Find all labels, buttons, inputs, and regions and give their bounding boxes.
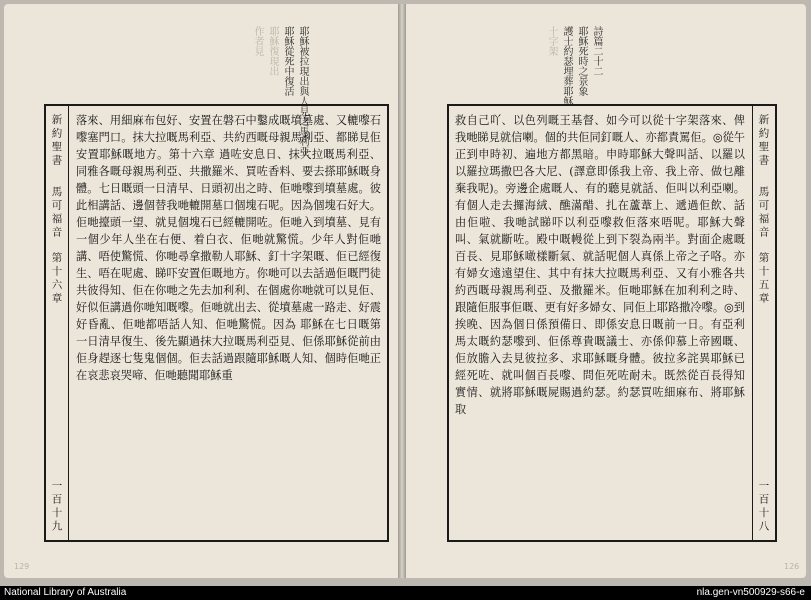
margin-note: 詩篇二十二 bbox=[591, 26, 602, 76]
book-title: 新約聖書 bbox=[757, 114, 770, 168]
item-identifier: nla.gen-vn500929-s66-e bbox=[696, 587, 805, 598]
gospel-name: 馬可福音 bbox=[757, 186, 770, 240]
right-margin-notes bbox=[546, 26, 602, 106]
margin-note: 耶穌從死中復活 bbox=[282, 26, 293, 96]
margin-note: 作者見 bbox=[252, 26, 263, 56]
chapter-label: 第十六章 bbox=[50, 252, 63, 306]
right-text-frame bbox=[447, 104, 777, 542]
left-text-frame bbox=[44, 104, 389, 542]
page-number: 一百十八 bbox=[757, 480, 770, 534]
right-library-stamp: 126 bbox=[784, 562, 800, 571]
margin-note: 耶穌死時之景象 bbox=[576, 26, 587, 96]
footer-bar bbox=[0, 586, 811, 600]
margin-note: 十字架 bbox=[546, 26, 557, 56]
left-body-text: 落來、用細麻布包好、安置在磐石中鑿成嘅墳墓處、又轆嚟石嚟塞門口。抹大拉嘅馬利亞、共約西嘅母親馬利亞、都睇見佢安置耶穌嘅地方。第十六章 過咗安息日、抹大拉嘅馬利亞、同雅各嘅母親馬利亞、共撒羅米、買咗香料、要去搽耶穌嘅身體。七日嘅頭一日清早、日頭初出之時、佢哋嚟到墳墓處。彼此相講話、邊個替我哋轆開墓口個塊石呢。因為個塊石好大。佢哋擡頭一望、就見個塊石已經轆開咗。佢哋入到墳墓、見有一個少年人坐在右便、着白衣、佢哋就驚慌。少年人對佢哋講、唔使驚慌、你哋尋拿撒勒人耶穌、釘十字架嘅、佢已經復生、唔在呢處、睇吓安置佢嘅地方。你哋可以去話過佢嘅門徒共彼得知、佢在你哋之先去加利利、在個處你哋就可以見佢、好似佢講過你哋知嘅嚟。佢哋就出去、從墳墓處一路走、好震好昏亂、佢哋都唔話人知、佢哋驚慌。因為 耶穌在七日嘅第一日清早復生、後先顯過抹大拉嘅馬利亞見、佢係耶穌從前由佢身趕逐七隻鬼個個。佢去話過跟隨耶穌嘅人知、個時佢哋正在哀悲哀哭啼、佢哋聽聞耶穌重 bbox=[76, 114, 381, 382]
left-library-stamp: 129 bbox=[14, 562, 30, 571]
left-header-column bbox=[46, 106, 69, 540]
chapter-label: 第十五章 bbox=[757, 252, 770, 306]
margin-note: 耶穌被拉現出與人見之馬利亞 bbox=[297, 26, 308, 156]
margin-note: 耶穌復現出 bbox=[267, 26, 278, 76]
page-number: 一百十九 bbox=[50, 480, 63, 534]
institution-name: National Library of Australia bbox=[4, 587, 127, 598]
margin-note: 護士約瑟埋葬耶穌 bbox=[561, 26, 572, 106]
gospel-name: 馬可福音 bbox=[50, 186, 63, 240]
right-body-text: 救自己吖、以色列嘅王基督、如今可以從十字架落來、俾我哋睇見就信喇。個的共佢同釘嘅人、亦都責罵佢。◎從午正到申時初、遍地方都黑暗。申時耶穌大聲叫話、以羅以以羅拉瑪撒巴各大尼、(譯意即係我上帝、我上帝、做乜離棄我呢)。旁邊企處嘅人、有的聽見就話、佢叫以利亞喇。有個人走去攞海絨、醮滿醋、扎在蘆葦上、遞過佢飲、話由佢啦、我哋試睇吓以利亞嚟救佢落來唔呢。耶穌大聲叫、氣就斷咗。殿中嘅幔從上到下裂為兩半。對面企處嘅百長、見耶穌噉樣斷氣、就話呢個人真係上帝之子咯。亦有婦女遠遠望住、其中有抹大拉嘅馬利亞、又有小雅各共約西嘅母親馬利亞、及撒羅米。佢哋耶穌在加利利之時、跟隨佢服事佢嘅、更有好多婦女、同佢上耶路撒冷嚟。◎到挨晚、因為個日係預備日、即係安息日嘅前一日。有亞利馬太嘅約瑟嚟到、佢係尊貴嘅議士、亦係仰慕上帝國嘅、佢放膽入去見彼拉多、求耶穌嘅身體。彼拉多詫異耶穌已經死咗、就叫個百長嚟、問佢死咗耐未。既然從百長得知實情、就將耶穌嘅屍賜過約瑟。約瑟買咗細麻布、將耶穌取 bbox=[455, 114, 745, 416]
book-spine bbox=[398, 4, 406, 578]
book-title: 新約聖書 bbox=[50, 114, 63, 168]
right-header-column bbox=[752, 106, 775, 540]
